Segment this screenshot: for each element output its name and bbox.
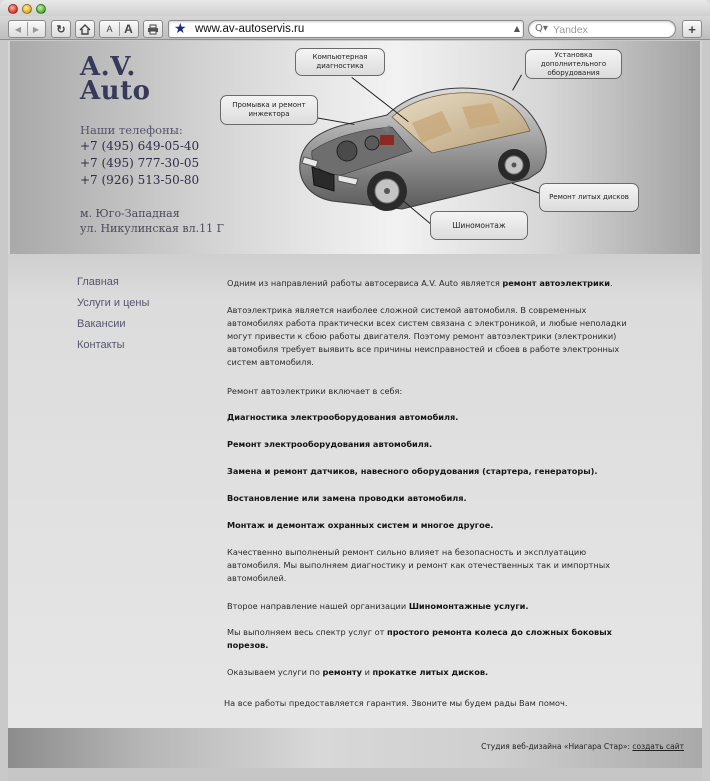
reload-icon: ↻ [56,23,66,36]
phone-number: +7 (495) 777-30-05 [80,156,200,170]
quality-paragraph: Качественно выполненый ремонт сильно влияет на безопасность и эксплуатацию автомобиля. Мы выполняем диагностику и ремонт как отечественных так и импортных автомобилей. [227,547,611,583]
back-icon[interactable]: ◀ [14,24,22,34]
nav-item-services[interactable]: Услуги и цены [77,297,150,309]
close-window-button[interactable] [8,4,18,14]
printer-icon [147,24,159,35]
forward-icon[interactable]: ▶ [32,24,40,34]
text-larger-button[interactable]: A [124,22,133,36]
reload-button[interactable] [51,20,71,38]
create-site-link[interactable]: создать сайт [632,742,684,751]
callout-injector: Промывка и ремонт инжектора [220,95,318,125]
callout-wheels: Ремонт литых дисков [539,183,639,212]
nav-item-vacancies[interactable]: Вакансии [77,318,126,330]
site-footer [8,728,702,768]
site-logo[interactable] [80,52,151,106]
back-forward-control [8,20,46,38]
callout-equipment: Установка дополнительного оборудования [525,49,622,79]
callout-tires: Шиномонтаж [430,211,528,240]
text-smaller-button[interactable]: A [106,24,113,34]
intro-paragraph: Одним из направлений работы автосервиса A.V. Auto является ремонт автоэлектрики. [227,278,613,288]
nav-item-contacts[interactable]: Контакты [77,339,125,351]
car-illustration [292,71,552,221]
footer-credit: Студия веб-дизайна «Ниагара Стар»: создать сайт [481,742,684,751]
highlight-electrics: ремонт автоэлектрики [502,278,611,288]
search-icon: Q▾ [535,23,548,34]
service-item: Ремонт электрооборудования автомобиля. [227,439,433,449]
browser-toolbar [0,16,710,40]
bookmark-star-icon[interactable]: ★ [174,21,187,37]
electrics-description: Автоэлектрика является наиболее сложной системой автомобиля. В современных автомобилях работа практически всех систем связана с электроникой, и любые неполадки могут привести к сбою работы двигателя. Поэтому ремонт автоэлектрики (электроники) автомобиля требует выявить все причины неисправностей и сбоев в работе электронных систем автомобиля. [227,305,627,367]
phones-label: Наши телефоны: [80,123,183,137]
nav-item-home[interactable]: Главная [77,276,119,288]
search-field[interactable] [528,20,676,38]
site-header [10,41,700,254]
phone-number: +7 (926) 513-50-80 [80,173,200,187]
home-button[interactable] [75,20,95,38]
address-bar[interactable] [168,20,524,38]
search-placeholder: Yandex [553,24,588,36]
home-icon [79,24,91,35]
zoom-window-button[interactable] [36,4,46,14]
print-button[interactable] [143,20,163,38]
title-bar [0,0,710,16]
service-item: Востановление или замена проводки автомобиля. [227,493,467,503]
phone-number: +7 (495) 649-05-40 [80,139,200,153]
service-item: Замена и ремонт датчиков, навесного оборудования (стартера, генераторы). [227,466,598,476]
main-nav [77,275,149,359]
wheels-paragraph: Оказываем услуги по ремонту и прокатке литых дисков. [227,667,489,677]
address-metro: м. Юго-Западная [80,207,180,220]
callout-diagnostics: Компьютерная диагностика [295,48,385,76]
tire-range-paragraph: Мы выполняем весь спектр услуг от простого ремонта колеса до сложных боковых порезов. [227,627,612,650]
logo-line-2: Auto [80,76,151,106]
url-text: www.av-autoservis.ru [195,23,305,35]
main-content-area [8,254,702,728]
tire-service-paragraph: Второе направление нашей организации Шиномонтажные услуги. [227,601,529,611]
new-tab-button[interactable]: + [682,20,702,38]
page-bottom [8,768,702,781]
guarantee-paragraph: На все работы предоставляется гарантия. Звоните мы будем рады Вам помоч. [224,698,568,708]
text-size-control [99,20,139,38]
service-item: Диагностика электрооборудования автомобиля. [227,412,459,422]
service-item: Монтаж и демонтаж охранных систем и многое другое. [227,520,494,530]
includes-label: Ремонт автоэлектрики включает в себя: [227,386,403,396]
minimize-window-button[interactable] [22,4,32,14]
logo-line-1: A.V. [80,52,136,82]
url-dropdown-icon[interactable]: ▲ [513,24,520,33]
web-page [8,41,702,781]
address-street: ул. Никулинская вл.11 Г [80,222,224,235]
